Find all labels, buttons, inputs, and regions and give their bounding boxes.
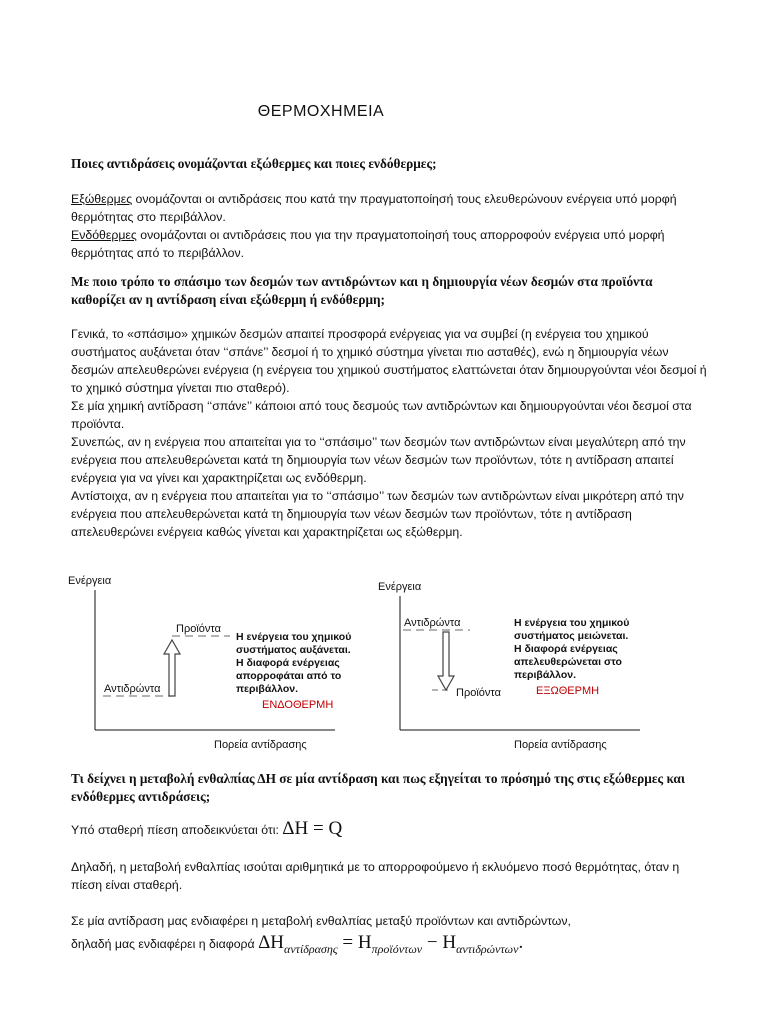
difference-line-1: Σε μία αντίδραση μας ενδιαφέρει η μεταβολή ενθαλπίας μεταξύ προϊόντων και αντιδρώντων, xyxy=(71,914,571,928)
formula-sub-reactants: αντιδρώντων xyxy=(456,941,519,956)
bonds-sentence-4: Αντίστοιχα, αν η ενέργεια που απαιτείται για το ‘‘σπάσιμο’’ των δεσμών των αντιδρώντων είναι μικρότερη από την ενέργεια που απελευθερώνεται κατά τη δημιουργία των νέων δεσμών των προϊόντων, τότε η αντίδραση απελευθερώνει ενέργεια καθώς γίνεται και χαρακτηρίζεται ως εξώθερμη. xyxy=(71,489,684,539)
exo-lower-level-label: Προϊόντα xyxy=(456,687,501,699)
endo-note-line-3: Η διαφορά ενέργειας xyxy=(236,657,340,669)
paragraph-definitions xyxy=(71,190,711,262)
paragraph-enthalpy-heat xyxy=(71,820,711,839)
question-3: Τι δείχνει η μεταβολή ενθαλπίας ΔΗ σε μία αντίδραση και πως εξηγείται το πρόσημό της στις εξώθερμες και ενδόθερμες αντιδράσεις; xyxy=(71,771,685,804)
formula-reaction-enthalpy xyxy=(258,932,524,956)
endo-note-line-4: απορροφάται από το xyxy=(236,670,342,682)
bonds-sentence-2: Σε μία χημική αντίδραση ‘‘σπάνε’’ κάποιοι από τους δεσμούς των αντιδρώντων και δημιουργούνται νέοι δεσμοί στα προϊόντα. xyxy=(71,399,692,431)
difference-text: δηλαδή μας ενδιαφέρει η διαφορά xyxy=(71,937,259,951)
endo-note-line-1: Η ενέργεια του χημικού xyxy=(236,631,352,643)
page-title: ΘΕΡΜΟΧΗΜΕΙΑ xyxy=(257,103,385,120)
exo-note-line-4: απελευθερώνεται στο xyxy=(514,656,622,668)
paragraph-difference xyxy=(71,910,711,960)
exo-note-line-1: Η ενέργεια του χημικού xyxy=(514,617,630,629)
endo-y-label: Ενέργεια xyxy=(68,575,112,587)
exo-x-label: Πορεία αντίδρασης xyxy=(514,739,607,751)
term-exothermic: Εξώθερμες xyxy=(71,192,133,206)
bonds-sentence-1: Γενικά, το «σπάσιμο» χημικών δεσμών απαιτεί προσφορά ενέργειας για να συμβεί (η ενέργεια του χημικού συστήματος αυξάνεται όταν ‘‘σπάνε’’ δεσμοί ή το χημικό σύστημα γίνεται πιο ασταθές), ενώ η δημιουργία νέων δεσμών απελευθερώνει ενέργεια (η ενέργεια του χημικού συστήματος ελαττώνεται όταν δημιουργούνται νέοι δεσμοί ή το χημικό σύστημα γίνεται πιο σταθερό). xyxy=(71,327,707,395)
question-1: Ποιες αντιδράσεις ονομάζονται εξώθερμες και ποιες ενδόθερμες; xyxy=(71,156,437,171)
exo-down-arrow-icon xyxy=(438,632,454,690)
exothermic-diagram xyxy=(378,581,640,751)
endo-lower-level-label: Αντιδρώντα xyxy=(104,683,161,695)
formula-sub-products: προϊόντων xyxy=(371,941,423,956)
energy-diagrams xyxy=(0,570,768,760)
formula-equals-h: = H xyxy=(337,932,372,953)
formula-dh: ΔH xyxy=(258,932,285,953)
formula-sub-reaction: αντίδρασης xyxy=(284,941,338,956)
difference-line-2 xyxy=(71,932,711,960)
exo-note-line-3: Η διαφορά ενέργειας xyxy=(514,643,618,655)
formula-end: . xyxy=(518,932,524,953)
paragraph-meaning: Δηλαδή, η μεταβολή ενθαλπίας ισούται αριθμητικά με το απορροφούμενο ή εκλυόμενο ποσό θερμότητας, όταν η πίεση είναι σταθερή. xyxy=(71,860,680,892)
term-endothermic: Ενδόθερμες xyxy=(71,228,137,242)
enthalpy-heat-text: Υπό σταθερή πίεση αποδεικνύεται ότι: xyxy=(71,823,283,837)
exo-note-line-2: συστήματος μειώνεται. xyxy=(514,630,629,642)
bonds-sentence-3: Συνεπώς, αν η ενέργεια που απαιτείται για το ‘‘σπάσιμο’’ των δεσμών των αντιδρώντων είναι μεγαλύτερη από την ενέργεια που απελευθερώνεται κατά τη δημιουργία των νέων δεσμών των προϊόντων, τότε η αντίδραση απαιτεί ενέργεια για να γίνει και χαρακτηρίζεται ως ενδόθερμη. xyxy=(71,435,686,485)
exo-y-label: Ενέργεια xyxy=(378,581,422,593)
exo-note-line-5: περιβάλλον. xyxy=(514,669,577,681)
endo-tag: ΕΝΔΟΘΕΡΜΗ xyxy=(262,699,334,711)
formula-dh-equals-q: ΔH = Q xyxy=(282,818,343,839)
endo-up-arrow-icon xyxy=(164,640,180,696)
endothermic-diagram xyxy=(68,575,351,751)
exo-upper-level-label: Αντιδρώντα xyxy=(404,617,461,629)
formula-minus-h: − H xyxy=(422,932,457,953)
endo-note-line-5: περιβάλλον. xyxy=(236,683,299,695)
paragraph-bonds xyxy=(71,325,711,541)
question-2: Με ποιο τρόπο το σπάσιμο των δεσμών των αντιδρώντων και η δημιουργία νέων δεσμών στα προϊόντα καθορίζει αν η αντίδραση είναι εξώθερμη ή ενδόθερμη; xyxy=(71,274,653,307)
endo-note-line-2: συστήματος αυξάνεται. xyxy=(236,644,351,656)
exo-tag: ΕΞΩΘΕΡΜΗ xyxy=(536,685,600,697)
definition-exothermic: ονομάζονται οι αντιδράσεις που κατά την πραγματοποίησή τους ελευθερώνουν ενέργεια υπό μορφή θερμότητας στο περιβάλλον. xyxy=(71,192,677,224)
endo-upper-level-label: Προϊόντα xyxy=(176,623,221,635)
endo-x-label: Πορεία αντίδρασης xyxy=(214,739,307,751)
definition-endothermic: ονομάζονται οι αντιδράσεις που για την πραγματοποίησή τους απορροφούν ενέργεια υπό μορφή θερμότητας από το περιβάλλον. xyxy=(71,228,665,260)
